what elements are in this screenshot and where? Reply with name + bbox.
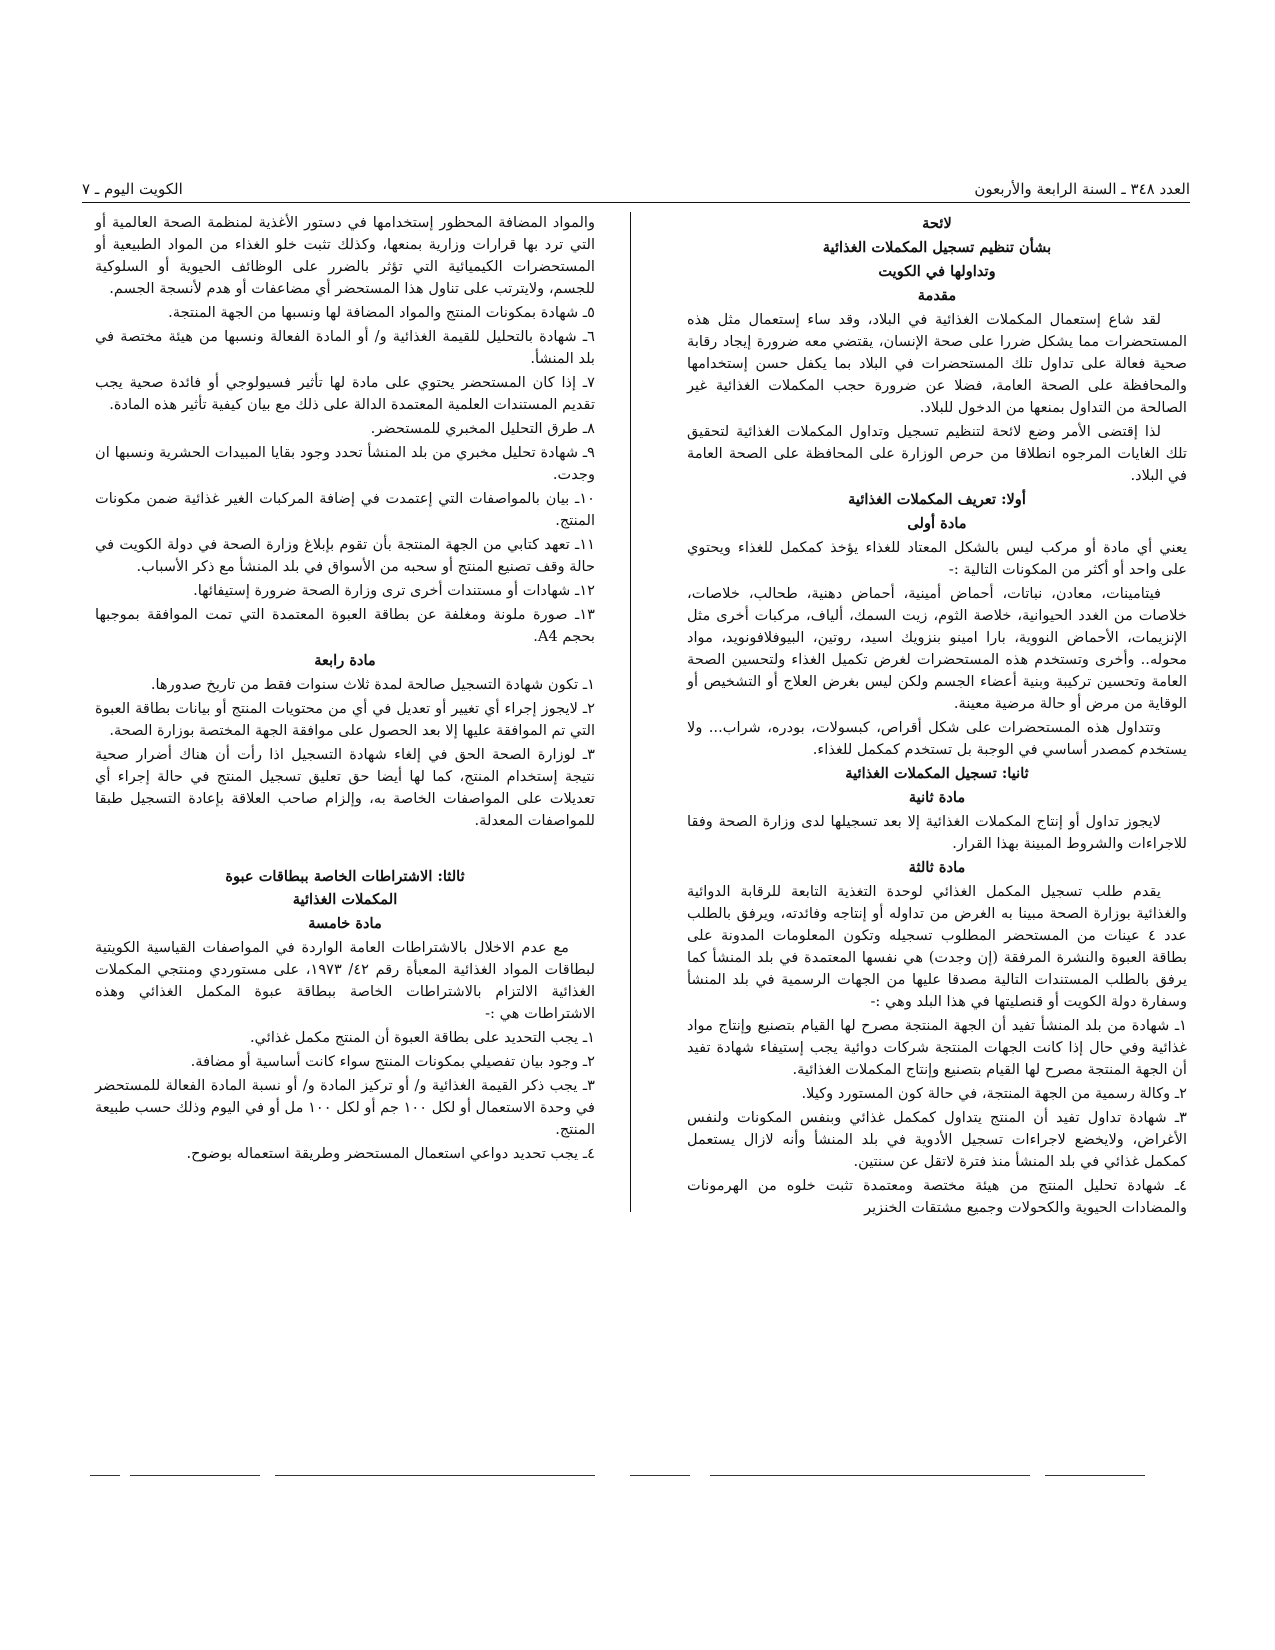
continued-paragraph: والمواد المضافة المحظور إستخدامها في دستور الأغذية لمنظمة الصحة العالمية أو التي ترد بها قرارات وزارية بمنعها، وكذلك تثبت خلو الغذاء من المواد الطبيعية أو المستحضرات الكيميائية التي تؤثر بالضرر على الوظائف الحيوية أو السلوكية للجسم، ولايترتب على تناول هذا المستحضر أي مضاعفات أو هدم لأنسجة الجسم. xyxy=(95,214,595,297)
section-heading: ثالثا: الاشتراطات الخاصة ببطاقات عبوة xyxy=(225,868,465,885)
section-heading: أولا: تعريف المكملات الغذائية xyxy=(848,491,1026,508)
footer-rule xyxy=(630,1475,690,1476)
regulation-subtitle-2: وتداولها في الكويت xyxy=(878,263,996,280)
list-item: ١ـ شهادة من بلد المنشأ تفيد أن الجهة المنتجة مصرح لها القيام بتصنيع وإنتاج مواد غذائية وفي حال إذا كانت الجهات المنتجة شركات دوائية يجب إستيفاء شهادة تفيد أن الجهة المنتجة مصرح لها القيام بتصنيع وإنتاج المكملات الغذائية. xyxy=(687,1017,1187,1078)
regulation-subtitle: بشأن تنظيم تسجيل المكملات الغذائية xyxy=(822,239,1052,256)
article-paragraph: فيتامينات، معادن، نباتات، أحماض أمينية، أحماض دهنية، طحالب، خلاصات، خلاصات من الغدد الحيوانية، خلاصة الثوم، زيت السمك، ألياف، مركبات أخرى مثل الإنزيمات، الأحماض النووية، بارا امينو بنزويك اسيد، روتين، البيوفلافونويد، مواد محوله.. وأخرى وتستخدم هذه المستحضرات لغرض تكميل الغذاء ولتحسين الصحة العامة وتحسين تركيبة وبنية أعضاء الجسم ولكن ليس بغرض العلاج أو التشخيص أو الوقاية من مرض أو حالة مرضية معينة. xyxy=(687,585,1187,712)
list-item: ٨ـ طرق التحليل المخبري للمستحضر. xyxy=(370,420,595,437)
footer-rule xyxy=(90,1475,120,1476)
left-column xyxy=(95,212,595,1167)
intro-paragraph: لقد شاع إستعمال المكملات الغذائية في البلاد، وقد ساء إستعمال مثل هذه المستحضرات مما يشكل ضررا على صحة الإنسان، يقتضي معه ضرورة إيجاد رقابة صحية فعالة على تداول تلك المستحضرات في البلاد بما يكفل حسن إستخدامها والمحافظة على الصحة العامة، فضلا عن ضرورة حجب المكملات الغذائية غير الصالحة من التداول بمنعها من الدخول للبلاد. xyxy=(687,311,1187,416)
list-item: ٩ـ شهادة تحليل مخبري من بلد المنشأ تحدد وجود بقايا المبيدات الحشرية ونسبها ان وجدت. xyxy=(95,444,595,483)
intro-paragraph: لذا إقتضى الأمر وضع لائحة لتنظيم تسجيل وتداول المكملات الغذائية لتحقيق تلك الغايات المرجوه انطلاقا من حرص الوزارة على المحافظة على الصحة العامة في البلاد. xyxy=(687,423,1187,484)
list-item: ١ـ تكون شهادة التسجيل صالحة لمدة ثلاث سنوات فقط من تاريخ صدورها. xyxy=(150,676,595,693)
list-item: ١٢ـ شهادات أو مستندات أخرى ترى وزارة الصحة ضرورة إستيفائها. xyxy=(193,582,595,599)
intro-heading: مقدمة xyxy=(917,287,957,304)
list-item: ٣ـ شهادة تداول تفيد أن المنتج يتداول كمكمل غذائي وبنفس المكونات ولنفس الأغراض، ولايخضع لاجراءات تسجيل الأدوية في بلد المنشأ وأنه لازال يستعمل كمكمل غذائي في بلد المنشأ منذ فترة لاتقل عن سنتين. xyxy=(687,1109,1187,1170)
newspaper-page-label: الكويت اليوم ـ ٧ xyxy=(82,180,183,198)
article-paragraph: يعني أي مادة أو مركب ليس بالشكل المعتاد للغذاء يؤخذ كمكمل للغذاء ويحتوي على واحد أو أكثر من المكونات التالية :- xyxy=(687,539,1187,578)
list-item: ١٠ـ بيان بالمواصفات التي إعتمدت في إضافة المركبات الغير غذائية ضمن مكونات المنتج. xyxy=(95,490,595,529)
list-item: ١٣ـ صورة ملونة ومغلفة عن بطاقة العبوة المعتمدة التي تمت الموافقة بموجبها بحجم A4. xyxy=(95,606,595,645)
list-item: ٥ـ شهادة بمكونات المنتج والمواد المضافة لها ونسبها من الجهة المنتجة. xyxy=(168,304,595,321)
article-heading: مادة أولى xyxy=(907,515,967,532)
page-header xyxy=(82,178,1190,203)
column-divider xyxy=(630,212,631,1212)
list-item: ٦ـ شهادة بالتحليل للقيمة الغذائية و/ أو المادة الفعالة ونسبها من هيئة مختصة في بلد المنشأ. xyxy=(95,328,595,367)
article-paragraph: مع عدم الاخلال بالاشتراطات العامة الواردة في المواصفات القياسية الكويتية لبطاقات المواد الغذائية المعبأة رقم ٤٢/ ١٩٧٣، على مستوردي ومنتجي المكملات الغذائية الالتزام بالاشتراطات الخاصة ببطاقة عبوة المكمل الغذائي وهذه الاشتراطات هي :- xyxy=(95,939,595,1022)
list-item: ٤ـ شهادة تحليل المنتج من هيئة مختصة ومعتمدة تثبت خلوه من الهرمونات والمضادات الحيوية والكحولات وجميع مشتقات الخنزير xyxy=(687,1177,1187,1216)
article-paragraph: يقدم طلب تسجيل المكمل الغذائي لوحدة التغذية التابعة للرقابة الدوائية والغذائية بوزارة الصحة مبينا به الغرض من تداوله أو إنتاجه وفائدته، ويرفق بالطلب عدد ٤ عينات من المستحضر المطلوب تسجيله وتكون المعلومات المدونة على بطاقة العبوة والنشرة المرفقة (إن وجدت) هي نفسها المعتمدة في بلد المنشأ كما يرفق بالطلب المستندات التالية مصدقا عليها من الجهات الرسمية في بلد المنشأ وسفارة دولة الكويت أو قنصليتها في هذا البلد وهي :- xyxy=(687,883,1187,1010)
article-paragraph: وتتداول هذه المستحضرات على شكل أقراص، كبسولات، بودره، شراب... ولا يستخدم كمصدر أساسي في الوجبة بل تستخدم كمكمل للغذاء. xyxy=(687,719,1187,758)
article-paragraph: لايجوز تداول أو إنتاج المكملات الغذائية إلا بعد تسجيلها لدى وزارة الصحة وفقا للاجراءات والشروط المبينة بهذا القرار. xyxy=(687,813,1187,852)
footer-rule xyxy=(1045,1475,1145,1476)
list-item: ٢ـ وجود بيان تفصيلي بمكونات المنتج سواء كانت أساسية أو مضافة. xyxy=(190,1053,595,1070)
regulation-title: لائحة xyxy=(922,215,952,232)
article-heading: مادة ثالثة xyxy=(908,859,966,876)
article-heading: مادة ثانية xyxy=(908,789,966,806)
section-heading: ثانيا: تسجيل المكملات الغذائية xyxy=(845,765,1029,782)
article-heading: مادة رابعة xyxy=(314,652,376,669)
right-column xyxy=(687,212,1187,1221)
footer-rule xyxy=(275,1475,595,1476)
list-item: ٢ـ لايجوز إجراء أي تغيير أو تعديل في أي من محتويات المنتج أو بيانات بطاقة العبوة التي تم الموافقة عليها إلا بعد الحصول على موافقة الجهة المختصة بوزارة الصحة. xyxy=(95,700,595,739)
page-footer-rules xyxy=(90,1475,1190,1477)
issue-info: العدد ٣٤٨ ـ السنة الرابعة والأربعون xyxy=(974,180,1190,198)
list-item: ٧ـ إذا كان المستحضر يحتوي على مادة لها تأثير فسيولوجي أو فائدة صحية يجب تقديم المستندات العلمية المعتمدة الدالة على ذلك مع بيان كيفية تأثير هذه المادة. xyxy=(95,374,595,413)
list-item: ١ـ يجب التحديد على بطاقة العبوة أن المنتج مكمل غذائي. xyxy=(249,1029,595,1046)
list-item: ٤ـ يجب تحديد دواعي استعمال المستحضر وطريقة استعماله بوضوح. xyxy=(186,1145,595,1162)
footer-rule xyxy=(130,1475,260,1476)
list-item: ٢ـ وكالة رسمية من الجهة المنتجة، في حالة كون المستورد وكيلا. xyxy=(801,1085,1187,1102)
list-item: ٣ـ يجب ذكر القيمة الغذائية و/ أو تركيز المادة و/ أو نسبة المادة الفعالة للمستحضر في وحدة الاستعمال أو لكل ١٠٠ جم أو لكل ١٠٠ مل أو في اليوم وذلك حسب طبيعة المنتج. xyxy=(95,1077,596,1138)
article-heading: مادة خامسة xyxy=(308,915,382,932)
list-item: ٣ـ لوزارة الصحة الحق في إلغاء شهادة التسجيل اذا رأت أن هناك أضرار صحية نتيجة إستخدام المنتج، كما لها أيضا حق تعليق تسجيل المنتج في حالة إجراء أي تعديلات على المواصفات الخاصة به، وإلزام صاحب العلاقة بإعادة التسجيل طبقا للمواصفات المعدلة. xyxy=(95,746,595,829)
section-heading-continued: المكملات الغذائية xyxy=(292,891,398,908)
list-item: ١١ـ تعهد كتابي من الجهة المنتجة بأن تقوم بإبلاغ وزارة الصحة في دولة الكويت في حالة وقف تصنيع المنتج أو سحبه من الأسواق في بلد المنشأ مع ذكر الأسباب. xyxy=(95,536,595,575)
footer-rule xyxy=(710,1475,1030,1476)
